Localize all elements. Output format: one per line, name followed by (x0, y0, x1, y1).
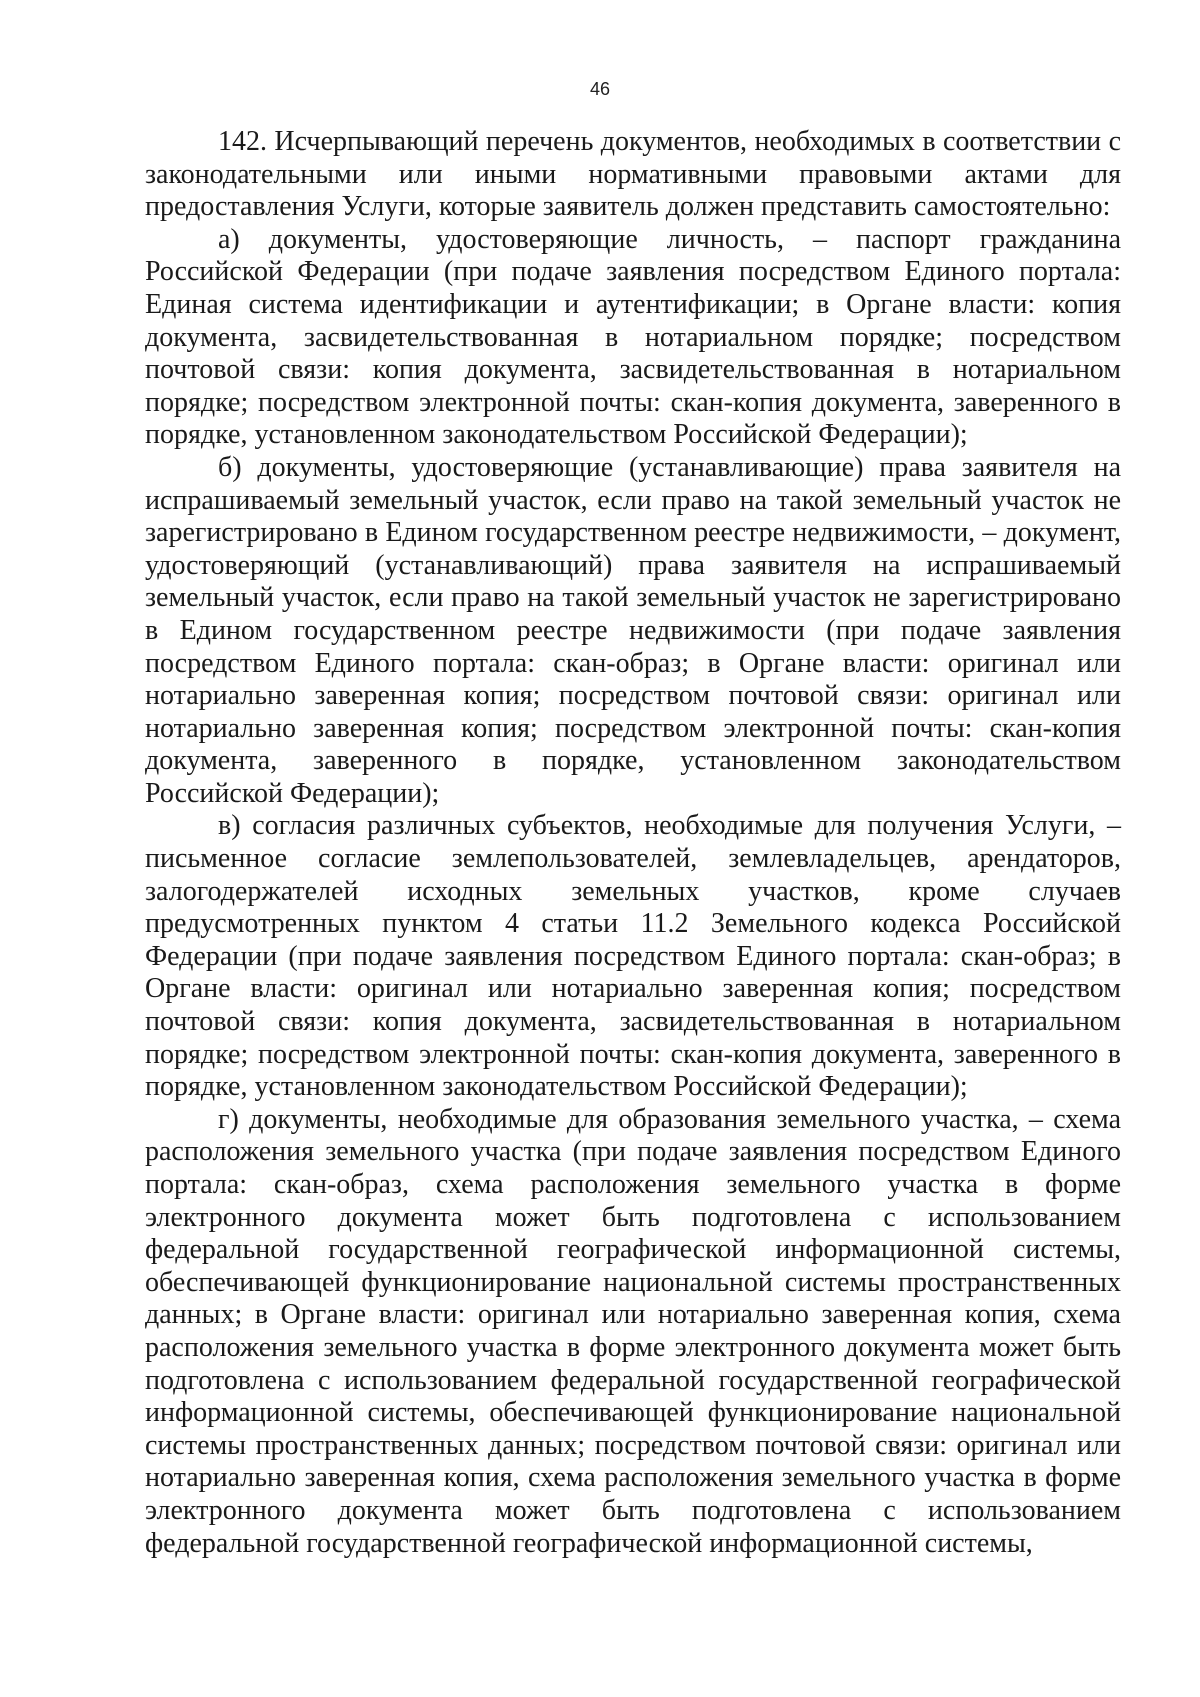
paragraph-item-b: б) документы, удостоверяющие (устанавливающие) права заявителя на испрашиваемый земельный участок, если право на такой земельный участок не зарегистрировано в Едином государственном реестре недвижимости, – документ, удостоверяющий (устанавливающий) права заявителя на испрашиваемый земельный участок, если право на такой земельный участок не зарегистрировано в Едином государственном реестре недвижимости (при подаче заявления посредством Единого портала: скан-образ; в Органе власти: оригинал или нотариально заверенная копия; посредством почтовой связи: оригинал или нотариально заверенная копия; посредством электронной почты: скан-копия документа, заверенного в порядке, установленном законодательством Российской Федерации); (145, 451, 1121, 809)
document-body (145, 126, 1121, 1560)
paragraph-item-g: г) документы, необходимые для образования земельного участка, – схема расположения земельного участка (при подаче заявления посредством Единого портала: скан-образ, схема расположения земельного участка в форме электронного документа может быть подготовлена с использованием федеральной государственной географической информационной системы, обеспечивающей функционирование национальной системы пространственных данных; в Органе власти: оригинал или нотариально заверенная копия, схема расположения земельного участка в форме электронного документа может быть подготовлена с использованием федеральной государственной географической информационной системы, обеспечивающей функционирование национальной системы пространственных данных; посредством почтовой связи: оригинал или нотариально заверенная копия, схема расположения земельного участка в форме электронного документа может быть подготовлена с использованием федеральной государственной географической информационной системы, (145, 1103, 1121, 1559)
paragraph-item-v: в) согласия различных субъектов, необходимые для получения Услуги, – письменное согласие землепользователей, землевладельцев, арендаторов, залогодержателей исходных земельных участков, кроме случаев предусмотренных пунктом 4 статьи 11.2 Земельного кодекса Российской Федерации (при подаче заявления посредством Единого портала: скан-образ; в Органе власти: оригинал или нотариально заверенная копия; посредством почтовой связи: копия документа, засвидетельствованная в нотариальном порядке; посредством электронной почты: скан-копия документа, заверенного в порядке, установленном законодательством Российской Федерации); (145, 810, 1121, 1103)
paragraph-item-a: а) документы, удостоверяющие личность, – паспорт гражданина Российской Федерации (при подаче заявления посредством Единого портала: Единая система идентификации и аутентификации; в Органе власти: копия документа, засвидетельствованная в нотариальном порядке; посредством почтовой связи: копия документа, засвидетельствованная в нотариальном порядке; посредством электронной почты: скан-копия документа, заверенного в порядке, установленном законодательством Российской Федерации); (145, 223, 1121, 451)
paragraph-142-intro: 142. Исчерпывающий перечень документов, необходимых в соответствии с законодательными или иными нормативными правовыми актами для предоставления Услуги, которые заявитель должен представить самостоятельно: (145, 126, 1121, 223)
page-number: 46 (589, 79, 611, 99)
